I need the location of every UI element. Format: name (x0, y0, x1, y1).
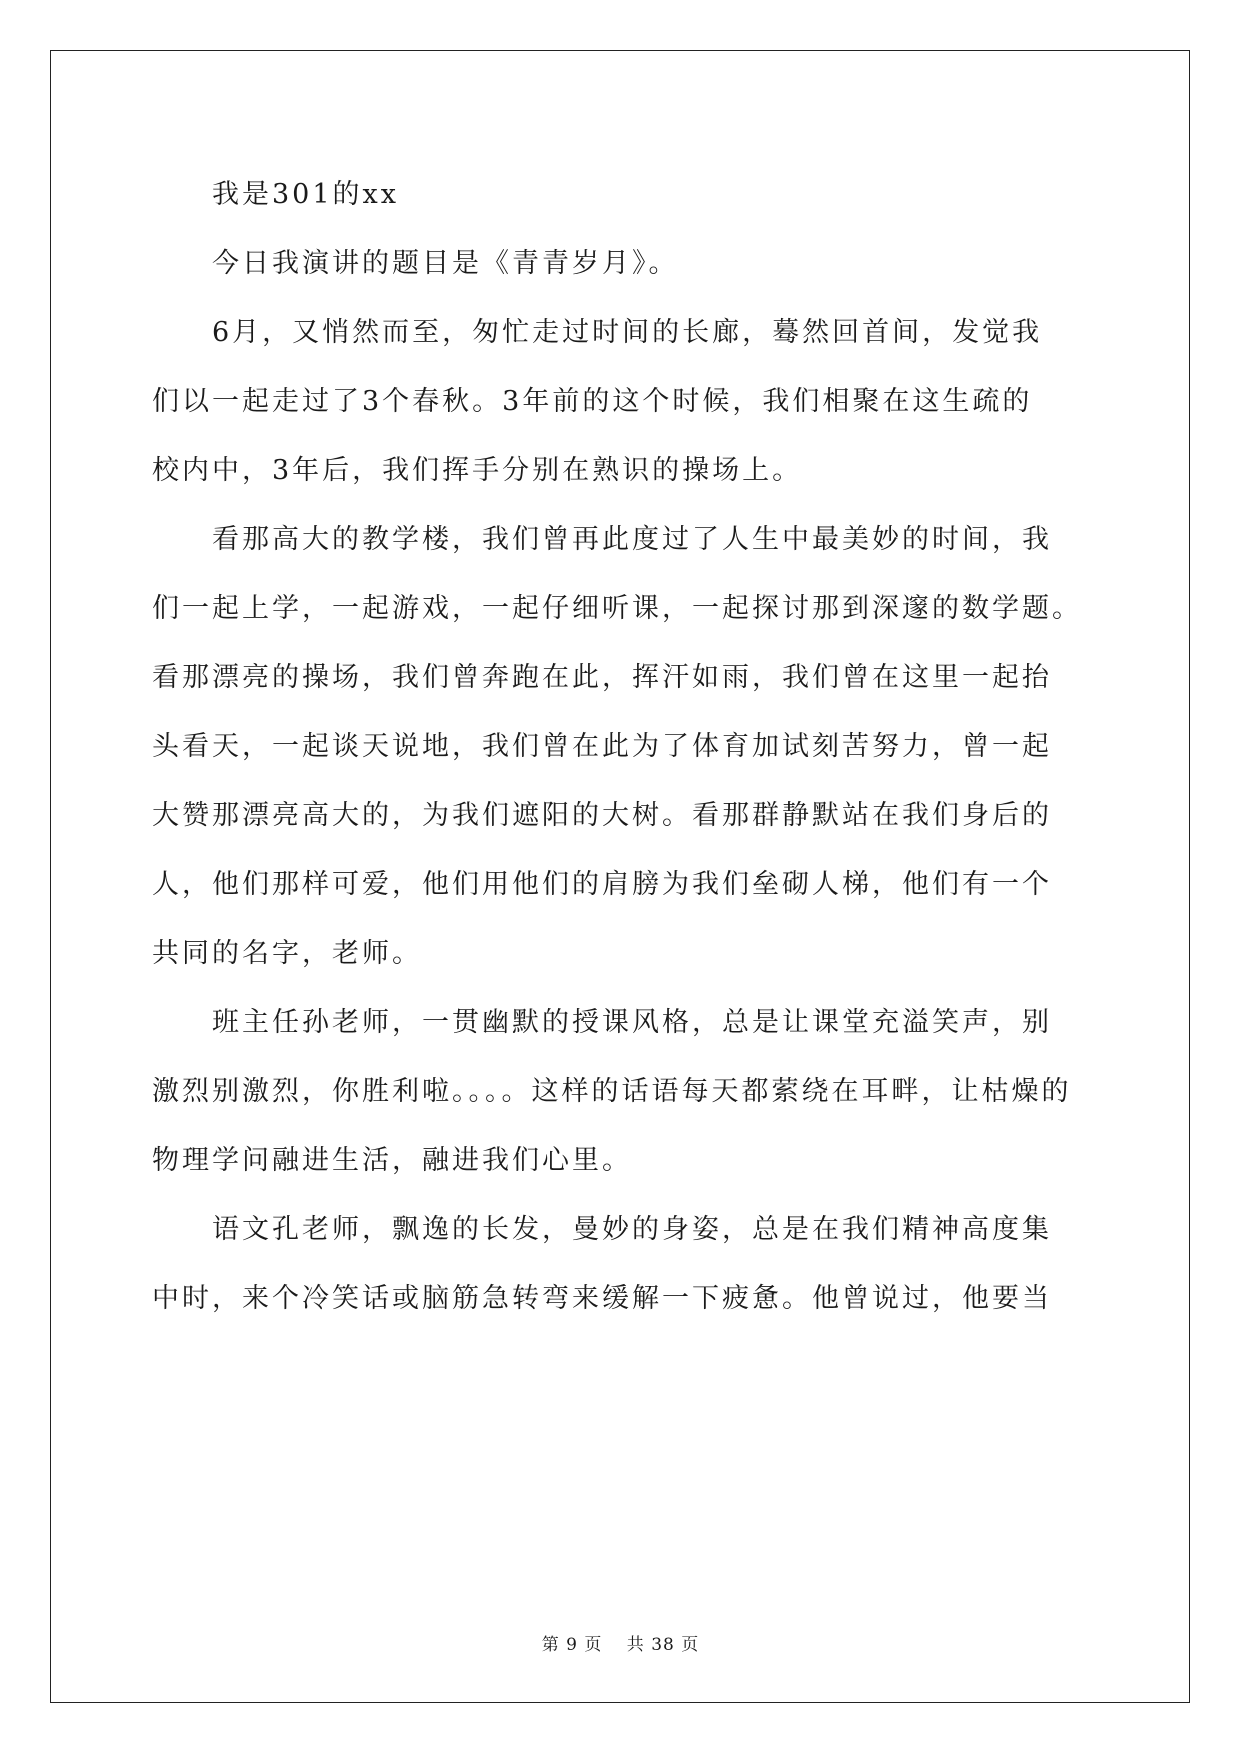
text-line: 们以一起走过了3个春秋。3年前的这个时候，我们相聚在这生疏的 (152, 386, 1033, 417)
text-line: 看那高大的教学楼，我们曾再此度过了人生中最美妙的时间，我 (152, 524, 1052, 555)
text-line: 今日我演讲的题目是《青青岁月》。 (152, 248, 679, 279)
text-line: 班主任孙老师，一贯幽默的授课风格，总是让课堂充溢笑声，别 (152, 1007, 1052, 1038)
text-line: 6月，又悄然而至，匆忙走过时间的长廊，蓦然回首间，发觉我 (152, 317, 1043, 348)
text-line: 们一起上学，一起游戏，一起仔细听课，一起探讨那到深邃的数学题。 (152, 593, 1082, 624)
text-line: 头看天，一起谈天说地，我们曾在此为了体育加试刻苦努力，曾一起 (152, 731, 1052, 762)
text-line: 中时，来个冷笑话或脑筋急转弯来缓解一下疲惫。他曾说过，他要当 (152, 1283, 1052, 1314)
text-line: 激烈别激烈，你胜利啦。。。。这样的话语每天都萦绕在耳畔，让枯燥的 (152, 1076, 1072, 1107)
text-line: 我是301的xx (152, 179, 399, 210)
text-line: 看那漂亮的操场，我们曾奔跑在此，挥汗如雨，我们曾在这里一起抬 (152, 662, 1052, 693)
document-body (152, 160, 1096, 1333)
text-line: 语文孔老师，飘逸的长发，曼妙的身姿，总是在我们精神高度集 (152, 1214, 1052, 1245)
page-number-footer: 第 9 页 共 38 页 (541, 1635, 700, 1655)
text-line: 共同的名字，老师。 (152, 938, 422, 969)
text-line: 大赞那漂亮高大的，为我们遮阳的大树。看那群静默站在我们身后的 (152, 800, 1052, 831)
text-line: 人，他们那样可爱，他们用他们的肩膀为我们垒砌人梯，他们有一个 (152, 869, 1052, 900)
text-line: 校内中，3年后，我们挥手分别在熟识的操场上。 (152, 455, 803, 486)
text-line: 物理学问融进生活，融进我们心里。 (152, 1145, 632, 1176)
